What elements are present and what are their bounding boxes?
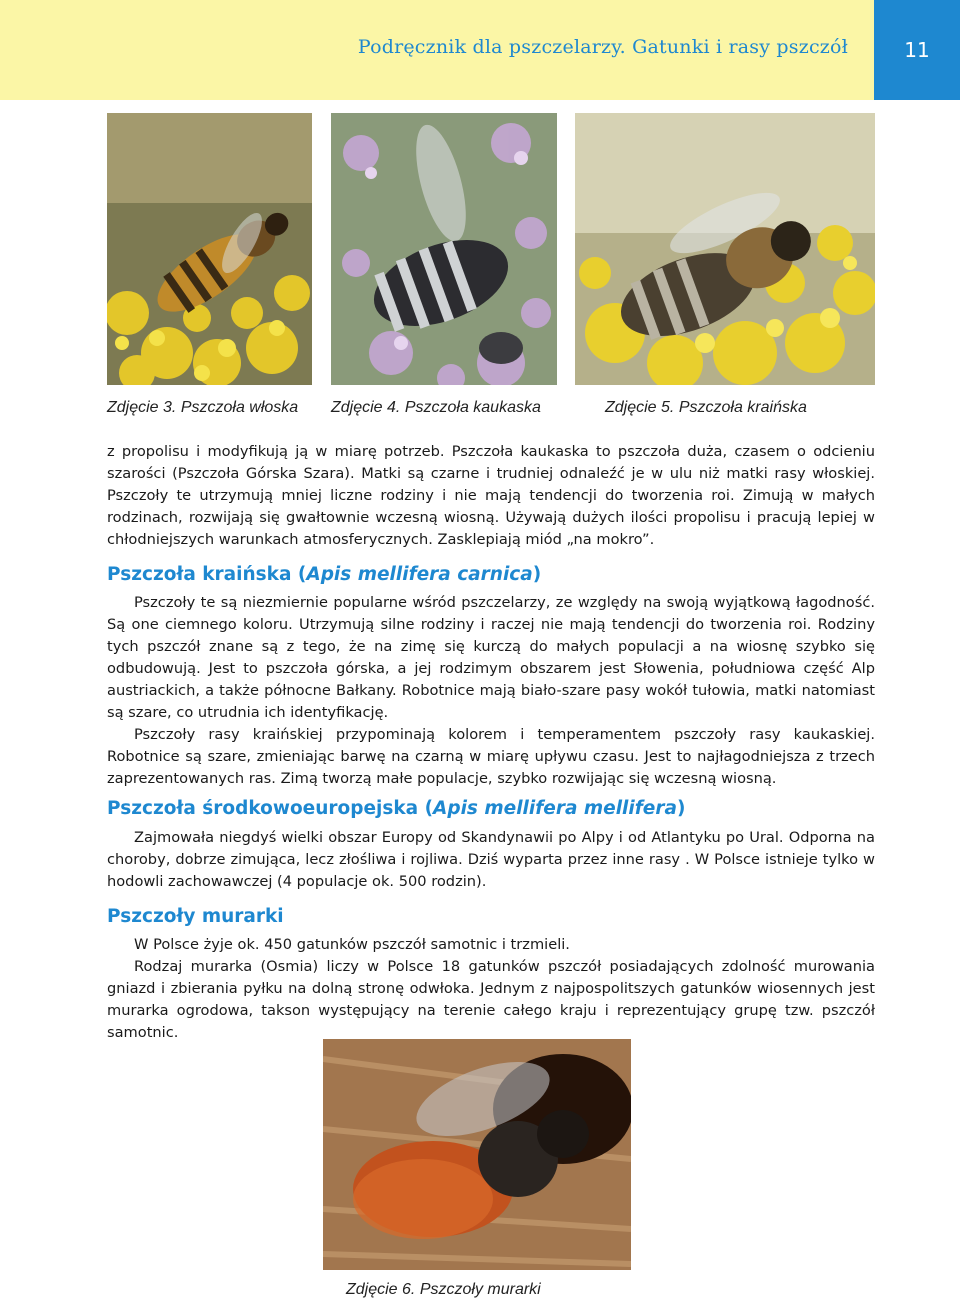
intro-paragraph: z propolisu i modyfikują ją w miarę potrzeb. Pszczoła kaukaska to pszczoła duża, czasem o odcieniu szarości (Pszczoła Górska Szara). Matki są czarne i trudniej odnaleźć je w ulu niż matki rasy włoskiej. Pszczoły te utrzymują mniej liczne rodziny i nie mają tendencji do tworzenia roi. Zimują w małych rodzinach, rozwijają się gwałtownie wczesną wiosną. Używają dużych ilości propolisu i pracują lepiej w chłodniejszych warunkach atmosferycznych. Zasklepiają miód „na mokro”. xyxy=(107,443,875,548)
page-number: 11 xyxy=(904,38,930,62)
photo-caption-caucasian: Zdjęcie 4. Pszczoła kaukaska xyxy=(331,399,541,416)
photo-mason-bee xyxy=(323,1039,631,1270)
photo-caption-carniolan: Zdjęcie 5. Pszczoła kraińska xyxy=(605,399,807,416)
page-number-box xyxy=(874,0,960,100)
paragraph: W Polsce żyje ok. 450 gatunków pszczół samotnic i trzmieli. xyxy=(134,936,570,953)
section-body-central-european xyxy=(107,827,875,893)
section-heading-mason-bees: Pszczoły murarki xyxy=(107,906,284,927)
paragraph: Pszczoły rasy kraińskiej przypominają kolorem i temperamentem pszczoły rasy kaukaskiej. Robotnice są szare, zmieniając barwę na czarną w miarę upływu czasu. Jest to najłagodniejsza z trzech zaprezentowanych ras. Zimą tworzą małe populacje, szybko rozwijając się wczesną wiosną. xyxy=(107,726,875,787)
section-body-carniolan xyxy=(107,592,875,790)
photo-caption-mason: Zdjęcie 6. Pszczoły murarki xyxy=(346,1281,541,1298)
photo-italian-bee xyxy=(107,113,312,385)
page-header xyxy=(0,0,960,100)
intro-text xyxy=(107,441,875,551)
section-heading-carniolan: Pszczoła kraińska (Apis mellifera carnica) xyxy=(107,564,542,585)
photo-caucasian-bee xyxy=(331,113,557,385)
paragraph: Rodzaj murarka (Osmia) liczy w Polsce 18 gatunków pszczół posiadających zdolność murowania gniazd i zbierania pyłku na dolną stronę odwłoka. Jednym z najpospolitszych gatunków wiosennych jest murarka ogrodowa, takson występujący na terenie całego kraju i reprezentujący grupę tzw. pszczół samotnic. xyxy=(107,958,875,1041)
photo-caption-italian: Zdjęcie 3. Pszczoła włoska xyxy=(107,399,299,416)
paragraph: Pszczoły te są niezmiernie popularne wśród pszczelarzy, ze względy na swoją wyjątkową łagodność. Są one ciemnego koloru. Utrzymują silne rodziny i raczej nie mają tendencji do tworzenia roi. Rodziny tych pszczół znane są z tego, że na zimę się kurczą do małych populacji a na wiosnę szybko się odbudowują. Jest to pszczoła górska, a jej rodzimym obszarem jest Słowenia, południowa część Alp austriackich, a także północne Bałkany. Robotnice mają biało-szare pasy wokół tułowia, matki natomiast są szare, co utrudnia ich identyfikację. xyxy=(107,594,875,721)
section-body-mason-bees xyxy=(107,934,875,1044)
section-heading-central-european: Pszczoła środkowoeuropejska (Apis mellifera mellifera) xyxy=(107,798,686,819)
photo-carniolan-bee xyxy=(575,113,875,385)
paragraph: Zajmowała niegdyś wielki obszar Europy od Skandynawii po Alpy i od Atlantyku po Ural. Odporna na choroby, dobrze zimująca, lecz złośliwa i rojliwa. Dziś wyparta przez inne rasy . W Polsce istnieje tylko w hodowli zachowawczej (4 populacje ok. 500 rodzin). xyxy=(107,829,875,890)
running-title: Podręcznik dla pszczelarzy. Gatunki i rasy pszczół xyxy=(357,36,848,58)
